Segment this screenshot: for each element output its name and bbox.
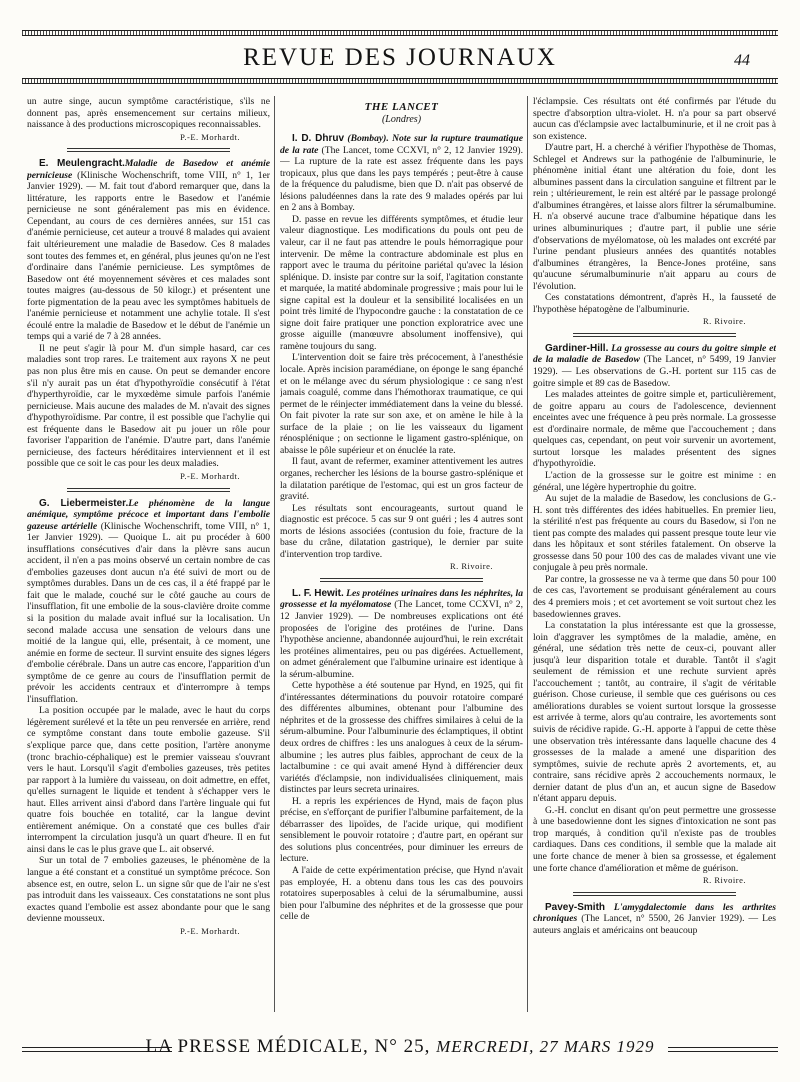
- column-middle: [280, 96, 523, 1016]
- author-signature: R. Rivoire.: [702, 316, 746, 327]
- paragraph: un autre singe, aucun symptôme caractéristique, s'ils ne donnent pas, après ensemencement sur certains milieux, naissance à des productions microscopiques reconnaissables.: [27, 96, 270, 131]
- article-body: (The Lancet, tome CCXVI, n° 2, 12 Janvier 1929). — La rupture de la rate est assez fréquente dans les pays tropicaux, plus que dans les pays tempérés ; peut-être à cause de la fréquence du paludisme, bien que D. n'ait pas observé de lésions paludéennes dans la rate des 9 malades opérés par lui en 2 ans à Bombay.: [280, 144, 523, 214]
- journal-section-title: THE LANCET: [364, 101, 439, 113]
- article-separator: [67, 148, 230, 152]
- article-author: I. D. Dhruv: [292, 133, 345, 145]
- article-author: E. Meulengracht.: [39, 158, 125, 170]
- article-title: Le phénomène de la langue anémique, symptôme précoce et important dans l'embolie gazeuse artérielle: [27, 497, 270, 532]
- paragraph: Il ne peut s'agir là pour M. d'un simple hasard, car ces maladies sont trop rares. Le traitement aux rayons X ne peut pas non plus être mis en cause. On peut se demander encore s'il n'y aurait pas un état d'hypothyroïdie consécutif à l'état d'hyperthyroïdie, car le myxœdème simule parfois l'anémie pernicieuse. Mais aucune des malades de M. n'avait des signes d'hypothyroïdisme. Par contre, il est possible que l'achylie qui est fréquente dans le Basedow ait pu jouer un rôle pour favoriser l'apparition de l'anémie. D'autre part, dans l'anémie pernicieuse, des facteurs héréditaires interviennent et il est possible que ce soit le cas pour les deux maladies.: [27, 342, 270, 470]
- article-author: Pavey-Smith: [545, 901, 606, 913]
- journal-section-city: (Londres): [381, 113, 422, 125]
- article-body: (The Lancet, n° 5499, 19 Janvier 1929). — Les observations de G.-H. portent sur 115 cas de goitre simple et 89 cas de Basedow.: [533, 354, 776, 389]
- page-number: 44: [734, 52, 750, 69]
- paragraph: l'éclampsie. Ces résultats ont été confirmés par l'étude du spectre d'absorption ultra-violet. H. n'a pour sa part observé aucun cas d'éclampsie avec lactalbuminurie, et il ne croit pas à son existence.: [533, 96, 776, 142]
- article-body: (Klinische Wochenschrift, tome VIII, n° 1, 1er Janvier 1929). — Quoique L. ait pu procéder à 600 insufflations consécutives d'air dans la plèvre sans aucun accident, il n'en a pas moins observé un certain nombre de cas d'embolies gazeuses dont aucun n'a été suivi de mort ou de symptômes durables. Dans un de ces cas, il a été frappé par le fait que le malade, couché sur le côté gauche au cours de l'insufflation, fit une embolie de la sous-clavière droite comme si la position du malade avait influé sur la localisation. Un second malade accusa une sensation de velours dans une moitié de la langue qui, elle, présentait, à ce moment, une anémie en forme de secteur. Il survint ensuite des signes légers d'embolie cérébrale. Dans un autre cas encore, l'apparition d'un symptôme de ce genre au cours de l'insufflation permit de prévoir les accidents centraux et d'interrompre à temps l'insufflation.: [27, 520, 270, 705]
- article-abstract: [533, 343, 776, 389]
- article-separator: [320, 578, 483, 582]
- paragraph: Sur un total de 7 embolies gazeuses, le phénomène de la langue a été constant et a constitué un symptôme précoce. Son absence est, en outre, selon L. un signe sûr que de l'air ne s'est pas introduit dans les vaisseaux. Ces constatations ne sont plus exactes quand l'embolie est assez abondante pour que le sang devienne mousseux.: [27, 855, 270, 925]
- article-separator: [573, 333, 736, 337]
- author-signature: P.-E. Morhardt.: [180, 925, 240, 936]
- article-title: Les protéines urinaires dans les néphrites, la grossesse et la myélomatose: [280, 587, 523, 611]
- paragraph: La position occupée par le malade, avec le haut du corps légèrement surélevé et la tête un peu renversée en arrière, rend ce symptôme constant dans toute embolie gazeuse. S'il s'explique parce que, dans cette position, l'artère anonyme (tronc brachio-céphalique) est le premier vaisseau s'ouvrant vers le haut. Lorsqu'il s'agit d'embolies gazeuses, très petites par rapport à la lumière du vaisseau, on doit admettre, en effet, qu'elles surnagent le liquide et tendent à s'échapper vers le haut. Elles arrivent ainsi d'abord dans l'artère linguale qui fut quatre fois bouchée en totalité, car la langue devint entièrement anémique. On a constaté que ces bulles d'air interrompent la circulation jusqu'à un quart d'heure. Il en fut ainsi dans le cas le plus grave que L. ait observé.: [27, 705, 270, 855]
- footer-journal: LA PRESSE MÉDICALE, N° 25,: [145, 1036, 431, 1057]
- article-separator: [67, 488, 230, 492]
- article-abstract: [27, 158, 270, 343]
- column-left: [27, 96, 270, 1016]
- article-abstract: [27, 498, 270, 706]
- article-author: L. F. Hewit.: [292, 587, 344, 599]
- paragraph: Par contre, la grossesse ne va à terme que dans 50 pour 100 de ces cas, l'avortement se produisant généralement au cours des 4 premiers mois ; et cet avortement se voit surtout chez les basedowiennes graves.: [533, 573, 776, 620]
- author-signature: P.-E. Morhardt.: [180, 131, 240, 142]
- column-right: [533, 96, 776, 1016]
- column-divider: [274, 96, 275, 1012]
- paragraph: D'autre part, H. a cherché à vérifier l'hypothèse de Thomas, Schlegel et Andrews sur la pathogénie de l'albuminurie, le phénomène initial étant une altération du foie, dont les albumines passent dans la circulation sanguine et filtrent par le rein ; ultérieurement, le rein est altéré par le passage prolongé d'albumines étrangères, et laisse alors filtrer la sérumalbumine. H. n'a observé aucune trace d'albumine hépatique dans les urines albuminuriques ; d'autre part, il publie une série d'observations de myélomatose, où les malades ont excrété par l'urine pendant plusieurs années des quantités notables d'albumines étrangères, la Bence-Jones protéine, sans qu'aucune sérumalbuminurie n'ait apparu au cours de l'évolution.: [533, 142, 776, 292]
- article-author: G. Liebermeister.: [39, 497, 129, 509]
- masthead-title: REVUE DES JOURNAUX: [243, 44, 557, 71]
- paragraph: L'action de la grossesse sur le goitre est minime : en général, une légère hypertrophie du goitre.: [533, 469, 776, 493]
- article-abstract: [280, 133, 523, 214]
- article-title: Maladie de Basedow et anémie pernicieuse: [27, 158, 270, 181]
- column-divider: [527, 96, 528, 1012]
- paragraph: Au sujet de la maladie de Basedow, les conclusions de G.-H. sont très différentes des idées habituelles. En premier lieu, la stérilité n'est pas fréquente au cours du Basedow, si l'on ne tient pas compte des malades qui passent presque toute leur vie dans les hôpitaux et sont stériles fatalement. On observe la grossesse dans 50 pour 100 des cas de malades vivant une vie conjugale à peu près normale.: [533, 493, 776, 574]
- footer-rule-right: [668, 1047, 778, 1052]
- paragraph: Il faut, avant de refermer, examiner attentivement les autres organes, rechercher les lésions de la bourse gastro-splénique et la dilatation parétique de l'estomac, qui est un gros facteur de gravité.: [280, 456, 523, 503]
- article-abstract: [533, 902, 776, 937]
- top-rule: [22, 30, 778, 36]
- article-title: (Bombay). Note sur la rupture traumatique de la rate: [280, 133, 523, 156]
- article-abstract: [280, 588, 523, 680]
- footer-date: MERCREDI, 27 MARS 1929: [436, 1037, 655, 1056]
- paragraph: Ces constatations démontrent, d'après H., la fausseté de l'hypothèse hépatogène de l'albuminurie.: [533, 292, 776, 315]
- article-author: Gardiner-Hill.: [545, 342, 609, 354]
- article-body: (The Lancet, tome CCXVI, n° 2, 12 Janvier 1929). — De nombreuses explications ont été proposées de l'origine des protéines de l'urine. Dans l'hypothèse ancienne, abandonnée aujourd'hui, le rein excrétait les protéines alimentaires, peu ou pas digérées. Actuellement, on admet généralement que l'albumine urinaire est identique à la sérum-albumine.: [280, 599, 523, 680]
- masthead-rule: [22, 78, 778, 84]
- paragraph: A l'aide de cette expérimentation précise, que Hynd n'avait pas employée, H. a obtenu dans tous les cas des pouvoirs rotatoires superposables à celui de la sérumalbumine, aussi bien pour l'albumine des néphrites et de la grossesse que pour celle de: [280, 865, 523, 923]
- author-signature: R. Rivoire.: [449, 561, 493, 572]
- author-signature: P.-E. Morhardt.: [180, 470, 240, 481]
- paragraph: H. a repris les expériences de Hynd, mais de façon plus précise, en s'efforçant de purifier l'albumine parfaitement, de la débarrasser des lipoïdes, de l'acide urique, qui modifient sensiblement le pouvoir rotatoire ; d'autre part, en opérant sur des solutions plus concentrées, pour diminuer les erreurs de lecture.: [280, 795, 523, 865]
- paragraph: La constatation la plus intéressante est que la grossesse, loin d'aggraver les symptômes de la maladie, amène, en général, une sédation très nette de ceux-ci, pouvant aller jusqu'à leur disparition totale et durable. Tantôt il s'agit seulement de rémission et une rechute survient après l'accouchement ; tantôt, au contraire, il s'agit de véritable guérison. Chose curieuse, il semble que ces guérisons ou ces améliorations durables se voient surtout lorsque la grossesse est arrivée à terme, alors qu'au contraire, les avortements sont suivis de récidive rapide. G.-H. apporte à l'appui de cette thèse une observation très intéressante dans laquelle chacune des 4 grossesses de la malade a amené une disparition des symptômes, suivie de rechute après 2 avortements, et, au contraire, sans récidive après 2 accouchements normaux, le dernier datant de plus d'un an, et aucun signe de Basedow n'étant apparu depuis.: [533, 620, 776, 805]
- article-title: La grossesse au cours du goitre simple et de la maladie de Basedow: [533, 342, 776, 366]
- paragraph: Les résultats sont encourageants, surtout quand le diagnostic est précoce. 5 cas sur 9 ont guéri ; les 4 autres sont morts de lésions associées (contusion du foie, fracture de la base du crâne, dilatation gastrique), le dernier par suite d'intervention trop tardive.: [280, 502, 523, 560]
- article-body: (Klinische Wochenschrift, tome VIII, n° 1, 1er Janvier 1929). — M. fait tout d'abord remarquer que, dans la littérature, les rapports entre le Basedow et l'anémie pernicieuse ne sont généralement pas mis en évidence. Cependant, au cours de ces dernières années, sur 151 cas d'anémie pernicieuse, cet auteur a trouvé 8 malades qui avaient fait ultérieurement une maladie de Basedow. Ces 8 malades sont toutes des femmes et, en général, plus jeunes qu'on ne l'est d'ordinaire dans l'anémie pernicieuse. Les symptômes de Basedow ont été moyennement sévères et ces malades sont toutes maigres (au-dessous de 50 kilogr.) et présentent une forte pigmentation de la peau avec les symptômes habituels de l'anémie pernicieuse et notamment une achylie totale. Il s'est écoulé entre la maladie de Basedow et le début de l'anémie un temps qui a varié de 7 à 28 années.: [27, 169, 270, 343]
- paragraph: D. passe en revue les différents symptômes, et étudie leur valeur diagnostique. Les modifications du pouls ont peu de valeur, car il ne faut pas attendre le pouls hémorragique pour intervenir. De même la contracture abdominale est plus en rapport avec le trauma du péritoine pariétal qu'avec la lésion splénique. D. insiste par contre sur la soif, l'agitation constante et marquée, la matité abdominale progressive ; mais pour lui le signe capital est la douleur et la sensibilité localisées en un point très limité de l'hypocondre gauche : la constatation de ce signe doit faire pratiquer une ponction exploratrice avec une grosse aiguille (manœuvre absolument inoffensive), qui ramène toujours du sang.: [280, 213, 523, 352]
- author-signature: R. Rivoire.: [702, 875, 746, 886]
- article-separator: [573, 892, 736, 896]
- paragraph: G.-H. conclut en disant qu'on peut permettre une grossesse à une basedowienne dont les signes d'intoxication ne sont pas trop marqués, à condition qu'il n'existe pas de troubles cardiaques. Dans ces conditions, il semble que la malade ait une forte chance de mener à bien sa grossesse, et également une forte chance d'amélioration et même de guérison.: [533, 804, 776, 874]
- paragraph: Cette hypothèse a été soutenue par Hynd, en 1925, qui fit d'intéressantes déterminations du pouvoir rotatoire comparé des différentes albumines, obtenant pour l'albumine des néphrites et de la grossesse des chiffres similaires à celui de la sérum-albumine. Pour l'albuminurie des éclamptiques, il obtint deux ordres de chiffres : les uns analogues à ceux de la sérum-albumine ; les autres plus faibles, approchant de ceux de la lactalbumine : ce qui avait amené Hynd à différencier deux variétés d'éclampsie, non individualisées cliniquement, mais distinctes par leurs secreta urinaires.: [280, 680, 523, 796]
- paragraph: Les malades atteintes de goitre simple et, particulièrement, de goitre apparu au cours de l'adolescence, deviennent enceintes avec une fréquence à peu près normale. La grossesse est d'ordinaire normale, de même que l'accouchement ; dans quelques cas, cependant, on peut voir survenir un avortement, surtout lorsque les malades présentent des signes d'hypothyroïdie.: [533, 389, 776, 470]
- article-title: L'amygdalectomie dans les arthrites chroniques: [533, 901, 776, 925]
- paragraph: L'intervention doit se faire très précocement, à l'anesthésie locale. Après incision paramédiane, on éponge le sang épanché et on le mélange avec du sérum physiologique : ce sang n'est jamais coagulé, comme dans l'hémothorax traumatique, ce qui permet de le réinjecter immédiatement dans la veine du blessé. On fait pivoter la rate sur son axe, et on amène le hile à la surface de la plaie ; on lie les vaisseaux du ligament rénosplénique ; on sectionne le ligament gastro-splénique, on abaisse le pôle supérieur et on énuclée la rate.: [280, 352, 523, 456]
- article-body: (The Lancet, n° 5500, 26 Janvier 1929). — Les auteurs anglais et américains ont beaucoup: [533, 913, 776, 936]
